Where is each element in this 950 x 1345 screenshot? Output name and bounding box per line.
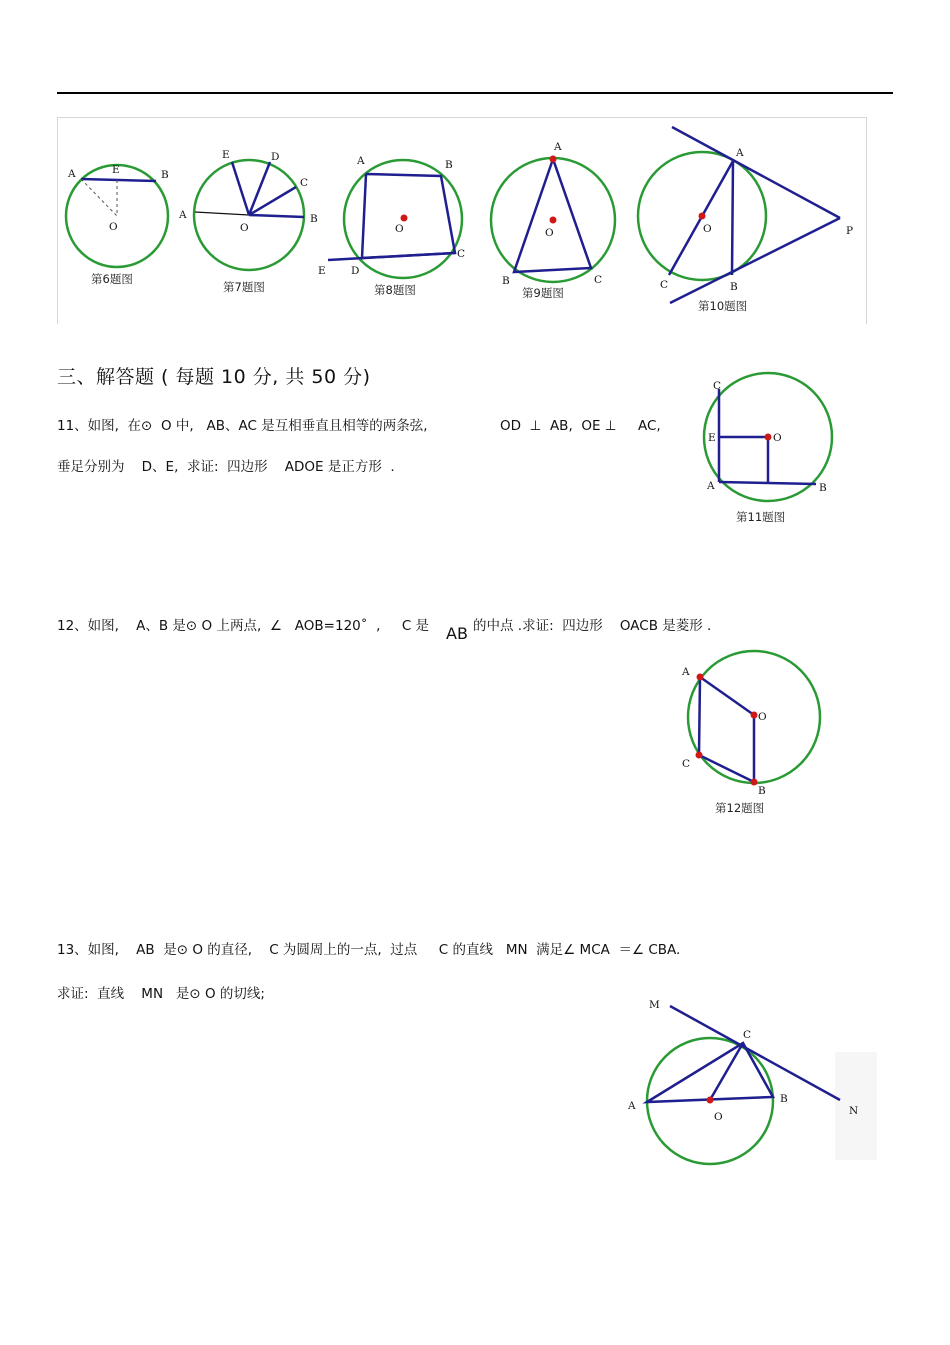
- label-o: O: [773, 432, 782, 444]
- label-a: A: [554, 141, 562, 153]
- label-b: B: [310, 213, 318, 225]
- label-d: D: [271, 151, 280, 163]
- label-p: P: [846, 225, 854, 237]
- label-b: B: [758, 785, 766, 797]
- line-ec: [328, 253, 455, 260]
- label-e: E: [708, 432, 716, 444]
- radius-od: [249, 162, 270, 215]
- label-e: E: [318, 265, 326, 277]
- label-o: O: [758, 711, 767, 723]
- caption-fig11: 第11题图: [736, 510, 786, 524]
- label-b: B: [502, 275, 510, 287]
- label-o: O: [109, 221, 118, 233]
- label-a: A: [628, 1100, 636, 1112]
- figure-9: [491, 141, 615, 300]
- label-c: C: [660, 279, 669, 291]
- figure-12: [670, 645, 830, 820]
- label-c: C: [594, 274, 603, 286]
- center-point: [751, 712, 758, 719]
- caption-fig10: 第10题图: [698, 299, 748, 313]
- tangent-pb: [670, 218, 840, 303]
- label-c: C: [743, 1029, 752, 1041]
- label-a: A: [682, 666, 690, 678]
- label-a: A: [736, 147, 744, 159]
- figure-strip-drawings: [0, 0, 950, 330]
- figure-6: [66, 164, 169, 286]
- point-b: [751, 779, 758, 786]
- label-b: B: [819, 482, 827, 494]
- label-n: N: [849, 1105, 859, 1117]
- center-point: [707, 1097, 714, 1104]
- q13-line2: 求证: 直线 MN 是⊙ O 的切线;: [57, 986, 265, 1002]
- q12-part2: 的中点 .求证: 四边形 OACB 是菱形 .: [473, 618, 712, 634]
- figure-10: [638, 127, 853, 313]
- center-point: [550, 217, 557, 224]
- figure-7: [178, 149, 318, 294]
- label-a: A: [357, 155, 365, 167]
- q11-line1a: 11、如图, 在⊙ O 中, AB、AC 是互相垂直且相等的两条弦,: [57, 418, 428, 434]
- figure-11: [695, 365, 845, 530]
- q11-line2: 垂足分别为 D、E, 求证: 四边形 ADOE 是正方形 .: [57, 459, 395, 475]
- label-m: M: [649, 999, 660, 1011]
- caption-fig9: 第9题图: [522, 286, 564, 300]
- label-c: C: [457, 248, 466, 260]
- label-c: C: [713, 380, 722, 392]
- label-o: O: [714, 1111, 723, 1123]
- label-o: O: [240, 222, 249, 234]
- quadrilateral-abcd: [362, 174, 455, 258]
- label-b: B: [161, 169, 169, 181]
- figure-8: [318, 155, 465, 297]
- label-e: E: [112, 164, 120, 176]
- triangle-abc: [514, 159, 591, 272]
- radius-oa: [195, 212, 249, 215]
- caption-fig12: 第12题图: [715, 801, 765, 815]
- tangent-pa: [672, 127, 840, 218]
- caption-fig7: 第7题图: [223, 280, 265, 294]
- q11-line1b: OD ⊥ AB, OE ⊥ AC,: [500, 418, 661, 434]
- radius-oe: [232, 162, 249, 215]
- center-point: [699, 213, 706, 220]
- radius-ob: [249, 215, 304, 217]
- q12-part1: 12、如图, A、B 是⊙ O 上两点, ∠ AOB=120˚ , C 是: [57, 618, 430, 634]
- label-c: C: [300, 177, 309, 189]
- q12-arc-ab: AB: [446, 624, 468, 643]
- dashed-oa: [81, 179, 117, 216]
- tangent-mn: [670, 1006, 840, 1100]
- point-c: [696, 752, 703, 759]
- label-o: O: [703, 223, 712, 235]
- figure-13: [615, 990, 880, 1175]
- chord-ab: [732, 161, 733, 275]
- label-e: E: [222, 149, 230, 161]
- label-d: D: [351, 265, 360, 277]
- caption-fig6: 第6题图: [91, 272, 133, 286]
- radius-oc: [249, 187, 296, 215]
- label-b: B: [780, 1093, 788, 1105]
- label-o: O: [545, 227, 554, 239]
- section-heading: 三、解答题 ( 每题 10 分, 共 50 分): [57, 366, 371, 388]
- label-b: B: [730, 281, 738, 293]
- label-a: A: [707, 480, 715, 492]
- point-a: [697, 674, 704, 681]
- point-a: [550, 156, 557, 163]
- radius-oc: [710, 1043, 743, 1100]
- chord-ab: [81, 179, 156, 181]
- label-a: A: [68, 168, 76, 180]
- label-b: B: [445, 159, 453, 171]
- center-point: [765, 434, 772, 441]
- label-a: A: [179, 209, 187, 221]
- label-o: O: [395, 223, 404, 235]
- center-point: [401, 215, 408, 222]
- label-c: C: [682, 758, 691, 770]
- quadrilateral-oacb: [699, 677, 754, 782]
- q13-line1: 13、如图, AB 是⊙ O 的直径, C 为圆周上的一点, 过点 C 的直线 MN 满足∠ MCA ＝∠ CBA.: [57, 942, 681, 958]
- caption-fig8: 第8题图: [374, 283, 416, 297]
